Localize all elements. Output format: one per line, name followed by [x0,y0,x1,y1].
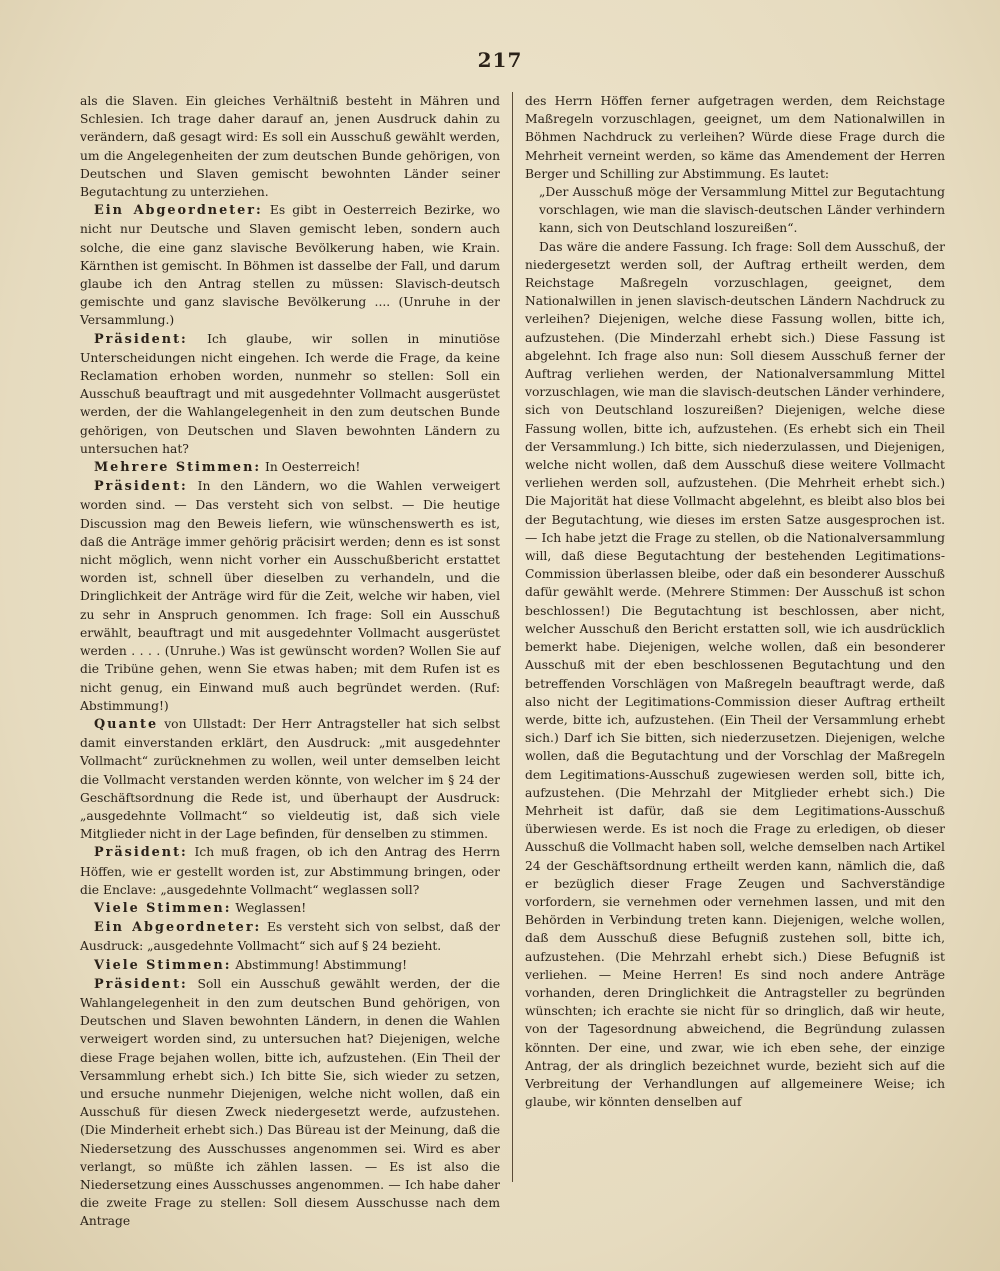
speaker-label: Mehrere Stimmen: [94,460,262,476]
paragraph-text: Ich glaube, wir sollen in minutiöse Unterscheidungen nicht eingehen. Ich werde die Frage, da keine Reclamation erhoben worden, nunmehr so stellen: Soll ein Ausschuß beauftragt und mit ausgedehnter Vollmacht ausgerüstet werden, der die Wahlangelegenheit in den zum deutschen Bunde gehörigen, von Deutschen und Slaven bewohnten Ländern zu untersuchen hat? [80,331,500,456]
paragraph [525,238,945,1112]
paragraph-text: In den Ländern, wo die Wahlen verweigert worden sind. — Das versteht sich von selbst. — Die heutige Discussion mag den Beweis liefern, wie wünschenswerth es ist, daß die Anträge immer gehörig präcisirt werden; denn es ist sonst nicht möglich, wenn nicht vorher ein Ausschußbericht erstattet worden ist, schnell über dieselben zu verhandeln, und die Dringlichkeit der Anträge wird für die Zeit, welche wir haben, viel zu sehr in Anspruch genommen. Ich frage: Soll ein Ausschuß erwählt, beauftragt und mit ausgedehnter Vollmacht ausgerüstet werden . . . . (Unruhe.) Was ist gewünscht worden? Wollen Sie auf die Tribüne gehen, wenn Sie etwas haben; mit dem Rufen ist es nicht genug, ein Einwand muß auch begründet werden. (Ruf: Abstimmung!) [80,479,500,713]
paragraph [80,918,500,955]
paragraph-text: Soll ein Ausschuß gewählt werden, der die Wahlangelegenheit in den zum deutschen Bund gehörigen, von Deutschen und Slaven bewohnten Ländern, in denen die Wahlen verweigert worden sind, zu untersuchen hat? Diejenigen, welche diese Frage bejahen wollen, bitte ich, aufzustehen. (Ein Theil der Versammlung erhebt sich.) Ich bitte Sie, sich wieder zu setzen, und ersuche nunmehr Diejenigen, welche nicht wollen, daß ein Ausschuß für diesen Zweck niedergesetzt werde, aufzustehen. (Die Minderheit erhebt sich.) Das Büreau ist der Meinung, daß die Niedersetzung des Ausschusses angenommen sei. Wird es aber verlangt, so müßte ich zählen lassen. — Es ist also die Niedersetzung eines Ausschusses angenommen. — Ich habe daher die zweite Frage zu stellen: Soll diesem Ausschusse nach dem Antrage [80,976,500,1229]
speaker-label: Viele Stimmen: [94,900,232,916]
paragraph-text: Weglassen! [235,900,307,915]
speaker-label: Ein Abgeordneter: [94,203,263,219]
paragraph-text: In Oesterreich! [265,460,361,475]
paragraph-text: Das wäre die andere Fassung. Ich frage: Soll dem Ausschuß, der niedergesetzt werden soll, der Auftrag ertheilt werden, dem Reichstage Maßregeln vorzuschlagen, geeignet, dem Nationalwillen in jenen slavisch-deutschen Ländern Nachdruck zu verleihen? Diejenigen, welche diese Fassung wollen, bitte ich, aufzustehen. (Die Minderzahl erhebt sich.) Diese Fassung ist abgelehnt. Ich frage also nun: Soll diesem Ausschuß ferner der Auftrag verliehen werden, der Nationalversammlung Mittel vorzuschlagen, wie man die slavisch-deutschen Länder verhindere, sich von Deutschland loszureißen? Diejenigen, welche diese Fassung wollen, bitte ich, aufzustehen. (Es erhebt sich ein Theil der Versammlung.) Ich bitte, sich niederzulassen, und Diejenigen, welche nicht wollen, daß dem Ausschuß diese weitere Vollmacht verliehen werden soll, aufzustehen. (Die Mehrheit erhebt sich.) Die Majorität hat diese Vollmacht abgelehnt, es bleibt also blos bei der Begutachtung, wie dieses im ersten Satze ausgesprochen ist. — Ich habe jetzt die Frage zu stellen, ob die Nationalversammlung will, daß diese Begutachtung der bestehenden Legitimations-Commission überlassen bleibe, oder daß ein besonderer Ausschuß dafür gewählt werde. (Mehrere Stimmen: Der Ausschuß ist schon beschlossen!) Die Begutachtung ist beschlossen, aber nicht, welcher Ausschuß den Bericht erstatten soll, wie ich ausdrücklich bemerkt habe. Diejenigen, welche wollen, daß ein besonderer Ausschuß mit der eben beschlossenen Begutachtung und den betreffenden Vorschlägen von Maßregeln beauftragt werde, daß also nicht der Legitimations-Commission dieser Auftrag ertheilt werde, bitte ich, aufzustehen. (Ein Theil der Versammlung erhebt sich.) Darf ich Sie bitten, sich niederzusetzen. Diejenigen, welche wollen, daß die Begutachtung und der Vorschlag der Maßregeln dem Legitimations-Ausschuß zugewiesen werden soll, bitte ich, aufzustehen. (Die Mehrzahl der Mitglieder erhebt sich.) Die Mehrheit ist dafür, daß sie dem Legitimations-Ausschuß überwiesen werde. Es ist noch die Frage zu erledigen, ob dieser Ausschuß die Vollmacht haben soll, welche demselben nach Artikel 24 der Geschäftsordnung ertheilt werden kann, nämlich die, daß er bezüglich dieser Frage Zeugen und Sachverständige vorfordern, sie vernehmen oder vernehmen lassen, und mit den Behörden in Verbindung treten kann. Diejenigen, welche wollen, daß dem Ausschuß diese Befugniß zustehen soll, bitte ich, aufzustehen. (Die Mehrzahl erhebt sich.) Diese Befugniß ist verliehen. — Meine Herren! Es sind noch andere Anträge vorhanden, deren Dringlichkeit die Antragsteller zu begründen wünschten; ich erachte sie nicht für so dringlich, daß wir heute, von der Tagesordnung abweichend, die Begründung zulassen könnten. Der eine, und zwar, wie ich eben sehe, der einzige Antrag, der als dringlich bezeichnet wurde, bezieht sich auf die Verbreitung der Verhandlungen auf allgemeinere Weise; ich glaube, wir könnten denselben auf [525,239,945,1110]
speaker-label: Ein Abgeordneter: [94,920,262,936]
paragraph [80,975,500,1231]
paragraph-text: Es gibt in Oesterreich Bezirke, wo nicht nur Deutsche und Slaven gemischt leben, sondern auch solche, die eine ganz slavische Bevölkerung haben, wie Krain. Kärnthen ist gemischt. In Böhmen ist dasselbe der Fall, und darum glaube ich den Antrag stellen zu müssen: Slavisch-deutsch gemischte und ganz slavische Bevölkerung .... (Unruhe in der Versammlung.) [80,203,500,328]
speaker-label: Präsident: [94,479,188,495]
paragraph-text: Es versteht sich von selbst, daß der Ausdruck: „ausgedehnte Vollmacht“ sich auf § 24 bezieht. [80,920,500,954]
speaker-label: Präsident: [94,976,188,992]
paragraph-text: „Der Ausschuß möge der Versammlung Mittel zur Begutachtung vorschlagen, wie man die slavisch-deutschen Länder verhindern kann, sich von Deutschland loszureißen“. [539,185,945,236]
paragraph-text: als die Slaven. Ein gleiches Verhältniß besteht in Mähren und Schlesien. Ich trage daher darauf an, jenen Ausdruck dahin zu verändern, daß gesagt wird: Es soll ein Ausschuß gewählt werden, um die Angelegenheiten der zum deutschen Bunde gehörigen, von Deutschen und Slaven gemischt bewohnten Länder seiner Begutachtung zu unterziehen. [80,94,500,200]
speaker-label: Präsident: [94,331,188,347]
paragraph-text: des Herrn Höffen ferner aufgetragen werden, dem Reichstage Maßregeln vorzuschlagen, geeignet, um dem Nationalwillen in Böhmen Nachdruck zu verleihen? Würde diese Frage durch die Mehrheit verneint werden, so käme das Amendement der Herren Berger und Schilling zur Abstimmung. Es lautet: [525,94,945,181]
paragraph-text: Ich muß fragen, ob ich den Antrag des Herrn Höffen, wie er gestellt worden ist, zur Abstimmung bringen, oder die Enclave: „ausgedehnte Vollmacht“ weglassen soll? [80,845,500,897]
left-column [80,92,500,1231]
speaker-label: Quante [94,716,159,732]
paragraph [80,477,500,715]
right-column [525,92,945,1111]
paragraph-text: Abstimmung! Abstimmung! [235,957,408,972]
speaker-label: Präsident: [94,845,188,861]
paragraph [525,92,945,183]
speaker-label: Viele Stimmen: [94,957,232,973]
paragraph [80,330,500,458]
paragraph [80,715,500,843]
paragraph-text: von Ullstadt: Der Herr Antragsteller hat sich selbst damit einverstanden erklärt, den Ausdruck: „mit ausgedehnter Vollmacht“ zurücknehmen zu wollen, weil unter demselben leicht die Vollmacht verstanden werden könnte, von welcher im § 24 der Geschäftsordnung die Rede ist, und überhaupt der Ausdruck: „ausgedehnte Vollmacht“ so vieldeutig ist, daß sich viele Mitglieder nicht in der Lage befinden, für denselben zu stimmen. [80,716,500,842]
paragraph [80,458,500,477]
paragraph [80,956,500,975]
page-number: 217 [477,48,523,72]
paragraph [80,92,500,201]
paragraph [80,201,500,329]
quoted-amendment [525,183,945,238]
column-divider [512,92,513,1182]
paragraph [80,843,500,899]
paragraph [80,899,500,918]
